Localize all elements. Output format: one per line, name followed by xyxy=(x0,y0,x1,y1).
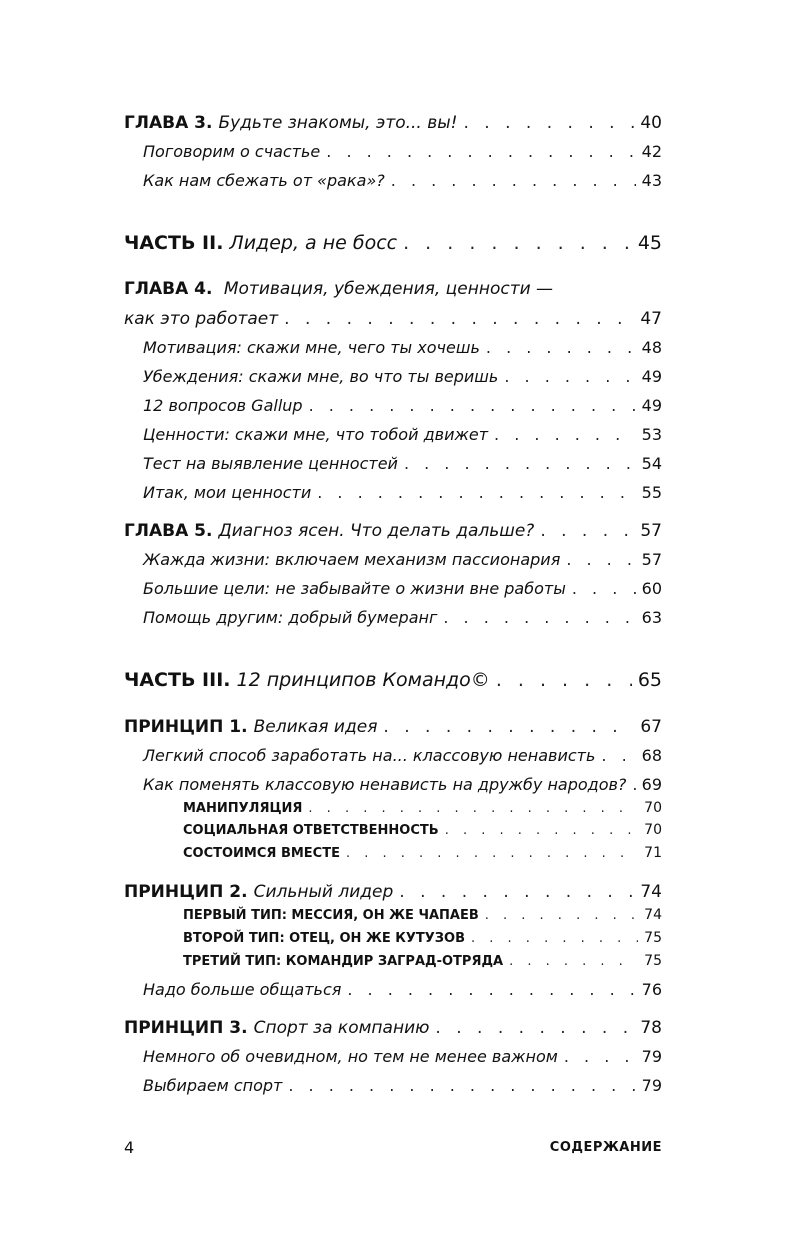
leader-dots xyxy=(509,954,638,969)
toc-subsection xyxy=(183,907,662,923)
toc-part-3 xyxy=(124,669,662,691)
toc-chapter-4-continued xyxy=(124,309,662,329)
toc-chapter-3 xyxy=(124,113,662,133)
page-number: 57 xyxy=(640,521,662,541)
leader-dots xyxy=(486,338,636,357)
leader-dots xyxy=(564,1047,636,1066)
toc-principle-2 xyxy=(124,882,662,902)
toc-section xyxy=(143,396,662,415)
subsection-title: МАНИПУЛЯЦИЯ xyxy=(183,801,303,816)
leader-dots xyxy=(317,483,635,502)
leader-dots xyxy=(391,171,636,190)
part-label: ЧАСТЬ II. xyxy=(124,232,224,254)
chapter-label: ГЛАВА 3. xyxy=(124,113,213,133)
leader-dots xyxy=(347,980,635,999)
subsection-title: ВТОРОЙ ТИП: ОТЕЦ, ОН ЖЕ КУТУЗОВ xyxy=(183,931,466,946)
section-title: Надо больше общаться xyxy=(143,980,342,999)
page-number: 60 xyxy=(641,579,662,598)
page-number: 49 xyxy=(641,367,662,386)
section-title: Как нам сбежать от «рака»? xyxy=(143,171,385,190)
toc-section xyxy=(143,454,662,473)
leader-dots xyxy=(445,823,638,838)
leader-dots xyxy=(496,669,632,691)
principle-title: Спорт за компанию xyxy=(253,1018,430,1038)
principle-label: ПРИНЦИП 3. xyxy=(124,1018,248,1038)
toc-subsection xyxy=(183,930,662,946)
page-number: 57 xyxy=(641,550,662,569)
toc-subsection xyxy=(183,953,662,969)
page-number: 74 xyxy=(640,882,662,902)
leader-dots xyxy=(404,454,636,473)
leader-dots xyxy=(383,717,634,737)
subsection-title: СОЦИАЛЬНАЯ ОТВЕТСТВЕННОСТЬ xyxy=(183,823,439,838)
part-title: 12 принципов Командо© xyxy=(236,669,490,691)
toc-section xyxy=(143,775,662,794)
section-title: Немного об очевидном, но тем не менее важном xyxy=(143,1047,558,1066)
leader-dots xyxy=(288,1076,635,1095)
page-number: 69 xyxy=(641,775,662,794)
section-title: Легкий способ заработать на... классовую ненависть xyxy=(143,746,596,765)
section-title: Мотивация: скажи мне, чего ты хочешь xyxy=(143,338,480,357)
section-title: Выбираем спорт xyxy=(143,1076,283,1095)
chapter-title-line1: Мотивация, убеждения, ценности — xyxy=(223,279,554,299)
page-number: 71 xyxy=(644,845,662,861)
leader-dots xyxy=(485,908,638,923)
principle-label: ПРИНЦИП 1. xyxy=(124,717,248,737)
page-number: 42 xyxy=(641,142,662,161)
page-number: 40 xyxy=(640,113,662,133)
page-number: 78 xyxy=(640,1018,662,1038)
section-title: Тест на выявление ценностей xyxy=(143,454,398,473)
section-title: Жажда жизни: включаем механизм пассионария xyxy=(143,550,561,569)
page-number: 79 xyxy=(641,1047,662,1066)
toc-chapter-4 xyxy=(124,279,662,299)
leader-dots xyxy=(443,608,635,627)
leader-dots xyxy=(309,396,636,415)
page-number: 70 xyxy=(644,822,662,838)
principle-title: Великая идея xyxy=(253,717,378,737)
page-number: 54 xyxy=(641,454,662,473)
page-number: 67 xyxy=(640,717,662,737)
leader-dots xyxy=(504,367,635,386)
footer-page-number: 4 xyxy=(124,1138,135,1157)
page-number: 74 xyxy=(644,907,662,923)
leader-dots xyxy=(308,801,638,816)
leader-dots xyxy=(632,775,635,794)
page-number: 68 xyxy=(641,746,662,765)
chapter-title: Будьте знакомы, это... вы! xyxy=(218,113,458,133)
toc-section xyxy=(143,425,662,444)
leader-dots xyxy=(284,309,634,329)
toc-section xyxy=(143,980,662,999)
section-title: Убеждения: скажи мне, во что ты веришь xyxy=(143,367,499,386)
subsection-title: ПЕРВЫЙ ТИП: МЕССИЯ, ОН ЖЕ ЧАПАЕВ xyxy=(183,908,479,923)
section-title: Итак, мои ценности xyxy=(143,483,312,502)
principle-label: ПРИНЦИП 2. xyxy=(124,882,248,902)
section-title: Помощь другим: добрый бумеранг xyxy=(143,608,438,627)
part-label: ЧАСТЬ III. xyxy=(124,669,231,691)
toc-principle-1 xyxy=(124,717,662,737)
leader-dots xyxy=(464,113,635,133)
page-number: 65 xyxy=(637,669,662,691)
toc-section xyxy=(143,608,662,627)
toc-section xyxy=(143,579,662,598)
toc-section xyxy=(143,746,662,765)
toc-section xyxy=(143,483,662,502)
principle-title: Сильный лидер xyxy=(253,882,394,902)
page-number: 49 xyxy=(641,396,662,415)
toc-section xyxy=(143,142,662,161)
toc-section xyxy=(143,1047,662,1066)
page-number: 53 xyxy=(641,425,662,444)
leader-dots xyxy=(601,746,635,765)
page-number: 47 xyxy=(640,309,662,329)
page-number: 43 xyxy=(641,171,662,190)
chapter-label: ГЛАВА 5. xyxy=(124,521,213,541)
toc-principle-3 xyxy=(124,1018,662,1038)
chapter-title: Диагноз ясен. Что делать дальше? xyxy=(218,521,535,541)
page-number: 63 xyxy=(641,608,662,627)
section-title: Ценности: скажи мне, что тобой движет xyxy=(143,425,489,444)
toc-subsection xyxy=(183,845,662,861)
leader-dots xyxy=(435,1018,634,1038)
page-number: 48 xyxy=(641,338,662,357)
page-number: 45 xyxy=(637,232,662,254)
leader-dots xyxy=(566,550,635,569)
toc-subsection xyxy=(183,822,662,838)
leader-dots xyxy=(403,232,632,254)
leader-dots xyxy=(346,846,638,861)
subsection-title: ТРЕТИЙ ТИП: КОМАНДИР ЗАГРАД-ОТРЯДА xyxy=(183,954,504,969)
toc-section xyxy=(143,1076,662,1095)
toc-section xyxy=(143,550,662,569)
leader-dots xyxy=(572,579,636,598)
toc-section xyxy=(143,338,662,357)
leader-dots xyxy=(471,931,638,946)
page-number: 76 xyxy=(641,980,662,999)
section-title: Большие цели: не забывайте о жизни вне работы xyxy=(143,579,566,598)
page-number: 79 xyxy=(641,1076,662,1095)
toc-section xyxy=(143,367,662,386)
section-title: Как поменять классовую ненависть на дружбу народов? xyxy=(143,775,627,794)
toc-chapter-5 xyxy=(124,521,662,541)
leader-dots xyxy=(494,425,636,444)
chapter-title-line2: как это работает xyxy=(124,309,279,329)
page-number: 75 xyxy=(644,930,662,946)
page-number: 55 xyxy=(641,483,662,502)
leader-dots xyxy=(326,142,635,161)
page-number: 75 xyxy=(644,953,662,969)
leader-dots xyxy=(540,521,634,541)
section-title: 12 вопросов Gallup xyxy=(143,396,303,415)
part-title: Лидер, а не босс xyxy=(229,232,398,254)
toc-section xyxy=(143,171,662,190)
leader-dots xyxy=(399,882,634,902)
toc-subsection xyxy=(183,800,662,816)
footer-section-title: СОДЕРЖАНИЕ xyxy=(549,1140,662,1155)
section-title: Поговорим о счастье xyxy=(143,142,321,161)
chapter-label: ГЛАВА 4. xyxy=(124,279,213,299)
toc-part-2 xyxy=(124,232,662,254)
page-number: 70 xyxy=(644,800,662,816)
subsection-title: СОСТОИМСЯ ВМЕСТЕ xyxy=(183,846,340,861)
